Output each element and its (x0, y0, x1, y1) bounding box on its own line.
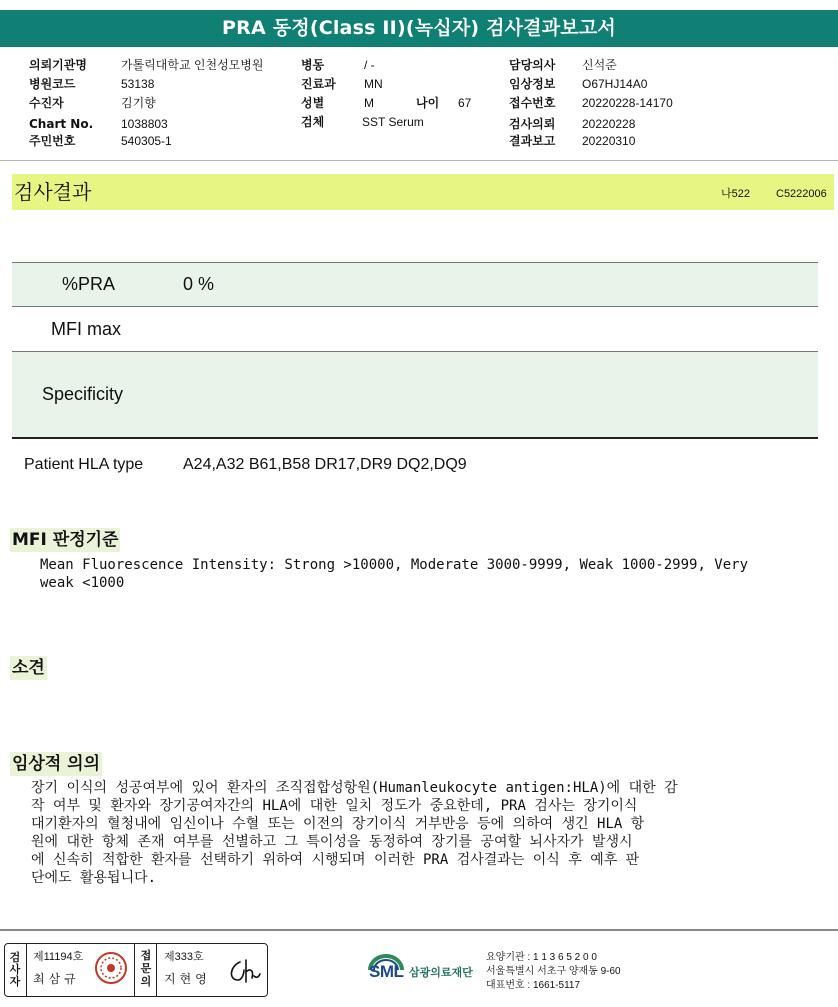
department-label: 진료과 (301, 77, 336, 91)
clinical-line: 에 신속히 적합한 환자를 선택하기 위하여 시행되며 이러한 PRA 검사결과는 이식 후 예후 판 (31, 852, 640, 868)
sex-value: M (364, 96, 374, 110)
report-title: PRA 동정(Class II)(녹십자) 검사결과보고서 (0, 10, 838, 47)
consultant-signature (226, 954, 262, 988)
org-address: 서울특별시 서초구 양재동 9-60 (486, 966, 621, 977)
ward-label: 병동 (301, 58, 325, 72)
report-date-label: 결과보고 (509, 134, 556, 148)
report-date-value: 20220310 (582, 134, 636, 148)
header-divider (0, 160, 838, 161)
pra-value: 0 % (183, 274, 215, 294)
specimen-label: 검체 (301, 115, 325, 129)
clinical-line: 작 여부 및 환자와 장기공여자간의 HLA에 대한 일치 정도가 중요한데, PRA 검사는 장기이식 (31, 798, 638, 814)
resident-no-label: 주민번호 (29, 134, 76, 148)
mfi-criteria-heading: MFI 판정기준 (12, 530, 119, 550)
examiner-name: 최삼규 (33, 972, 80, 986)
sign-divider (26, 943, 27, 997)
clinical-info-label: 임상정보 (509, 77, 556, 91)
mfi-criteria-line: weak <1000 (40, 575, 125, 591)
specificity-label: Specificity (42, 384, 124, 404)
consultant-license-no: 제333호 (164, 951, 204, 963)
ward-value: / - (364, 58, 375, 72)
table-row-line (12, 306, 818, 307)
request-date-label: 검사의뢰 (509, 117, 556, 131)
institution-label: 의뢰기관명 (29, 58, 87, 72)
table-row-line (12, 351, 818, 352)
result-code-secondary: C5222006 (776, 188, 827, 200)
receipt-no-value: 20220228-14170 (582, 96, 673, 110)
consultant-label-char: 접 (140, 949, 152, 962)
org-name: 삼광의료재단 (409, 966, 473, 979)
consultant-label-char: 문 (140, 962, 152, 975)
sign-divider (156, 943, 157, 997)
institution-code: 요양기관 : 1 1 3 6 5 2 0 0 (486, 952, 597, 963)
result-code-primary: 나522 (721, 188, 750, 200)
receipt-no-label: 접수번호 (509, 96, 556, 110)
sex-label: 성별 (301, 96, 325, 110)
sml-logo-text: SML (369, 962, 404, 981)
clinical-info-value: O67HJ14A0 (582, 77, 648, 91)
age-value: 67 (458, 96, 472, 110)
examiner-license-no: 제11194호 (33, 951, 84, 963)
org-phone: 대표번호 : 1661-5117 (486, 980, 581, 991)
table-bottom-line (12, 437, 818, 439)
footer-divider (0, 929, 838, 931)
sign-divider (134, 943, 135, 997)
examiner-label-char: 사 (9, 963, 21, 976)
physician-value: 신석준 (582, 58, 617, 72)
mfi-criteria-line: Mean Fluorescence Intensity: Strong >10000, Moderate 3000-9999, Weak 1000-2999, Very (40, 557, 749, 573)
hospital-code-label: 병원코드 (29, 77, 76, 91)
pra-row (12, 263, 818, 306)
physician-label: 담당의사 (509, 58, 556, 72)
consultant-name: 지현영 (164, 972, 211, 986)
chart-no-value: 1038803 (121, 117, 168, 131)
hospital-code-value: 53138 (121, 77, 155, 91)
clinical-heading: 임상적 의의 (12, 754, 101, 774)
age-label: 나이 (416, 96, 440, 110)
institution-value: 가톨릭대학교 인천성모병원 (121, 58, 264, 72)
patient-name-label: 수진자 (29, 96, 64, 110)
department-value: MN (364, 77, 383, 91)
examiner-label-char: 자 (9, 975, 21, 988)
hla-type-value: A24,A32 B61,B58 DR17,DR9 DQ2,DQ9 (183, 456, 467, 473)
result-header-bar (12, 174, 834, 210)
clinical-line: 장기 이식의 성공여부에 있어 환자의 조직접합성항원(Humanleukocyte antigen:HLA)에 대한 감 (31, 780, 678, 796)
clinical-line: 원에 대한 항체 존재 여부를 선별하고 그 특이성을 동정하여 장기를 공여할 뇌사자가 발생시 (31, 834, 633, 850)
clinical-line: 대기환자의 혈청내에 임신이나 수혈 또는 이전의 장기이식 거부반응 등에 의하여 생긴 HLA 항 (31, 816, 645, 832)
result-title: 검사결과 (14, 180, 92, 204)
consultant-label-char: 의 (140, 975, 152, 988)
request-date-value: 20220228 (582, 117, 636, 131)
hla-type-label: Patient HLA type (24, 456, 144, 473)
specimen-value: SST Serum (362, 115, 424, 129)
mfi-max-label: MFI max (51, 319, 121, 339)
resident-no-value: 540305-1 (121, 134, 172, 148)
examiner-seal (94, 951, 128, 985)
specificity-row (12, 352, 818, 438)
chart-no-label: Chart No. (29, 117, 94, 131)
patient-name-value: 김기향 (121, 96, 156, 110)
clinical-line: 단에도 활용됩니다. (31, 870, 157, 886)
examiner-label-char: 검 (9, 951, 21, 964)
findings-heading: 소견 (12, 658, 45, 678)
table-top-line (12, 262, 818, 263)
pra-label: %PRA (62, 274, 116, 294)
